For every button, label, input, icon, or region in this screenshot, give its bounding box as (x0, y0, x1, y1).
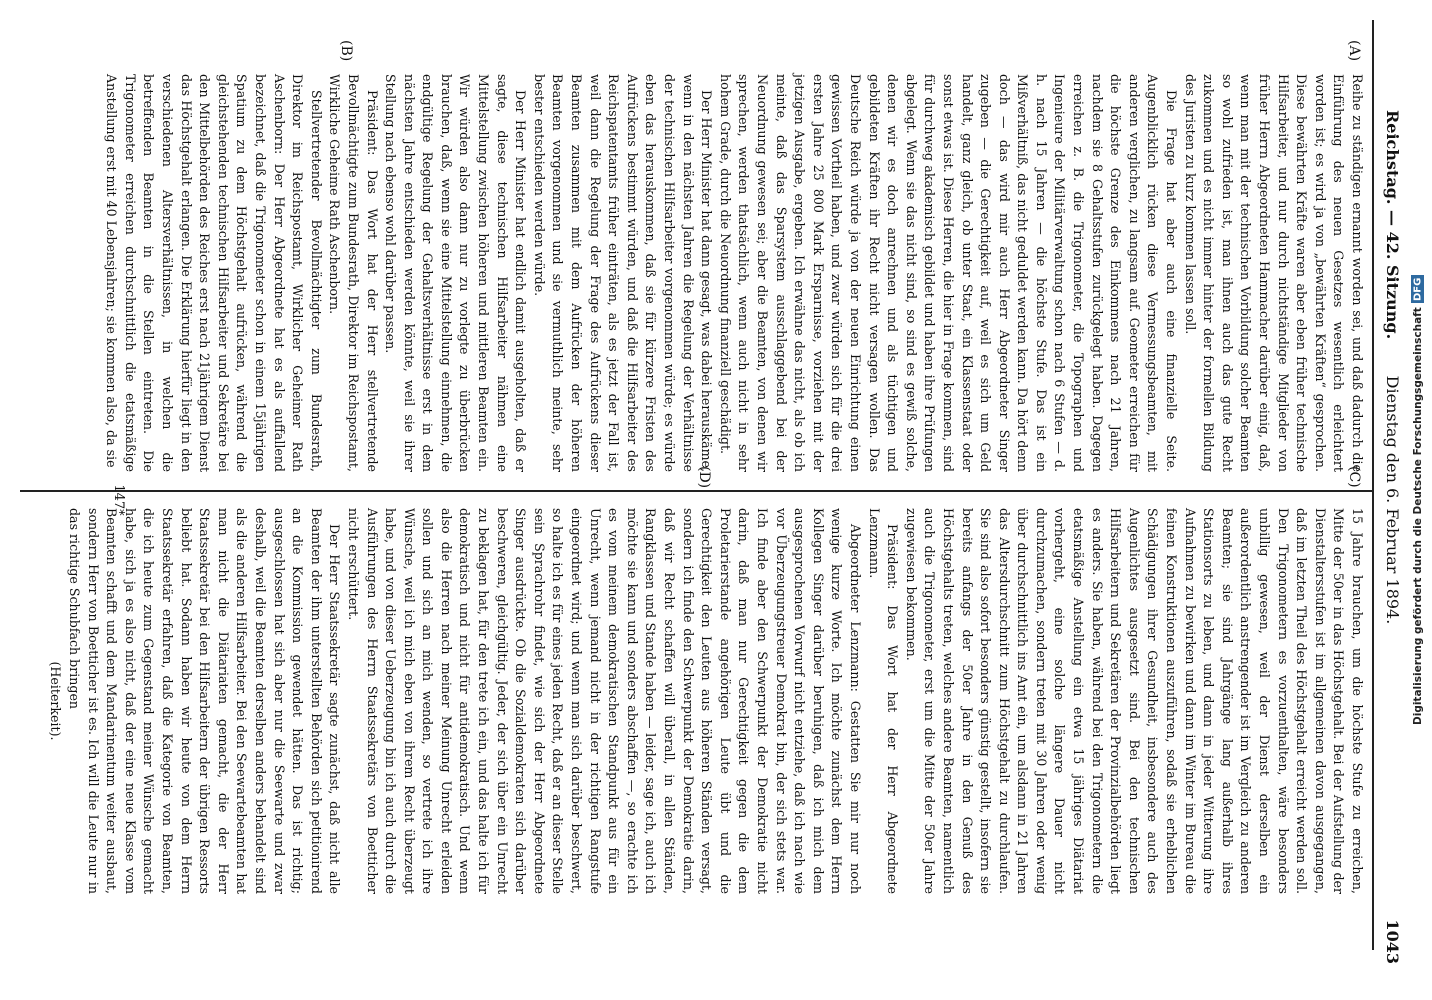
signature-mark: 147* (111, 484, 126, 516)
column-separator (20, 490, 1372, 492)
margin-mark-d: (D) (696, 466, 712, 489)
dfg-logo: DFG (1412, 277, 1424, 301)
speaker-paragraph: Stellvertretender Bevollmächtigter zum Bundesrath, Direktor im Reichspostamt, Wirklicher Geheimer Rath Aschenborn: Der Herr Abgeordnete hat es als auffallend bezeichnet, daß die Trigonometer schon in einem 15jährigen Spatium zu dem Höchstgehalt aufrücken, während die gleichstehenden technischen Hilfsarbeiter und Sekretäre bei den Mittelbehörden des Reiches erst nach 21jährigem Dienst das Höchstgehalt erlangen. Die Erklärung hierfür liegt in den verschiedenen Altersverhältnissen, in welchen die betreffenden Beamten in die Stellen eintreten. Die Trigonometer erreichen durchschnittlich die etatsmäßige Anstellung erst mit 40 Lebensjahren; sie kommen also, da sie (104, 74, 324, 472)
digitization-credit (1404, 0, 1432, 1000)
page-number: 1043 (1383, 919, 1402, 964)
running-header-date: Dienstag den 6. Februar 1894. (1383, 375, 1402, 625)
margin-mark-b: (B) (338, 40, 354, 62)
paragraph: Die Frage hat aber auch eine finanzielle Seite. Augenblicklich rücken diese Vermessungsbeamten, mit anderen verglichen, zu langsam auf. Geometer erreichen für die höchste Grenze des Einkommens nach 21 Jahren, nachdem sie 8 Gehaltsstufen zurückgelegt haben. Dagegen erreichen z. B. die Trigonometer, die Topographen und Ingenieure der Militärverwaltung schon nach 6 Stufen — d. h. nach 15 Jahren — die höchste Stufe. Das ist ein Mißverhältniß, das nicht geduldet werden kann. Da hört denn doch — das wird mir auch Herr Abgeordneter Singer zugeben — die Gerechtigkeit auf, weil es sich um Geld handelt, ganz gleich, ob unter Staat, ein Klassenstaat oder sonst etwas ist. Diese Herren, die hier in Frage kommen, sind für durchweg akademisch gebildet und haben ihre Prüfungen abgelegt. Wenn sie das nicht sind, so sind es gewiß solche, denen wir es doch anrechnen und als tüchtigen und gebildeten Kräften ihr Recht nicht versagen wollen. Das Deutsche Reich würde ja von der neuen Einrichtung einen gewissen Vortheil haben, und zwar würden sich für die drei ersten Jahre 25 800 Mark Ersparnisse, vorziehen mit der jetzigen Ausgabe, ergeben. Ich erwähne das nicht, als ob ich meinte, daß das Sparsystem ausschlaggebend bei der Neuordnung gewesen sei; aber die Beamten, von denen wir sprechen, werden thatsächlich, wenn auch nicht in sehr hohem Grade, durch die Neuordnung finanziell geschädigt. (717, 74, 1180, 472)
paragraph: Reihe zu ständigen ernannt worden sei, und daß dadurch die Einführung des neuen Gesetzes wesentlich erleichtert worden ist; es wird ja von „bewährten Kräften“ gesprochen. Diese bewährten Kräfte waren aber eben früher technische Hilfsarbeiter, und nur durch nichtständige Mitglieder von früher Herrn Abgeordneten Hammacher darüber einig, daß, wenn man mit der technischen Vorbildung solcher Beamten so wohl zufrieden ist, man ihnen auch das gute Recht zukommen und es nicht immer hinter der formellen Bildung des Juristen zu kurz kommen lassen soll. (1182, 74, 1365, 472)
left-text-column (104, 74, 1366, 472)
margin-mark-c: (C) (1346, 466, 1362, 488)
paragraph: 15 Jahre brauchen, um die höchste Stufe zu erreichen, Mitte der 50er in das Höchstgehalt. Bei der Aufstellung der Dienstaltersstufen ist im allgemeinen davon ausgegangen, daß im letzten Theil des Höchstgehalt erreicht werden soll. Den Trigonometern es vorzuenthalten, wäre besonders unbillig gewesen, weil der Dienst derselben ein außerordentlich anstrengender ist im Vergleich zu anderen Beamten; sie sind Jahrgänge lang außerhalb ihres Stationsorts zu leben, und dann in jeder Witterung ihre Aufnahmen zu bewirken und dann im Winter im Bureau die feinen Konstruktionen auszuführen, sodaß sie erheblichen Schädigungen ihrer Gesundheit, insbesondere auch des Augenlichtes ausgesetzt sind. Bei den technischen Hilfsarbeitern und Sekretären der Provinzialbehörden liegt es anders. Sie haben, während bei den Trigonometern die etatsmäßige Anstellung ein etwa 15 jähriges Diätariat vorhergeht, eine solche längere Dauer nicht durchzumachen, sondern treten mit 30 Jahren oder wenig über durchschnittlich ins Amt ein, um alsdann in 21 Jahren das Altersdurchschnitt zum Höchstgehalt zu durchlaufen. Sie sind also sofort besonders günstig gestellt, insofern sie bereits anfangs der 50er Jahre in den Genuß des Höchstgehalts treten, welches andere Beamten, namentlich auch die Trigonometer, erst um die Mitte der 50er Jahre zugewiesen bekommen. (903, 508, 1365, 894)
running-header-session: Reichstag. — 42. Sitzung. (1383, 110, 1402, 340)
speaker-paragraph: Präsident: Das Wort hat der Herr stellvertretende Bevollmächtigte zum Bundesrath, Direktor im Reichspostamt, Wirkliche Geheime Rath Aschenborn. (327, 74, 380, 472)
paragraph: Der Herr Minister hat endlich damit ausgeholten, daß er sagte, diese technischen Hilfsarbeiter nähmen eine Mittelstellung zwischen höheren und mittleren Beamten ein. Wir würden also dann nur zu vorlegte zu überbrücken brauchen, daß, wenn sie eine Mittelstellung einnehmen, die endgültige Regelung der Gehaltsverhältnisse erst in dem nächsten Jahre entschieden werden könnte, weil sie ihrer Stellung nach ebenso wohl darüber passen. (383, 74, 529, 472)
speaker-paragraph: Abgeordneter Lenzmann: Gestatten Sie mir nur noch wenige kurze Worte. Ich möchte zunächst dem Herrn Kollegen Singer darüber beruhigen, daß ich mich dem ausgesprochenen Vorwurf nicht entziehe, daß ich nach wie vor Überzeugungstreuer Demokrat bin, der sich stets war. Ich finde aber den Schwerpunkt der Demokratie nicht darin, daß man nur Gerechtigkeit gegen die dem Proletarierstande angehörigen Leute übt und die Gerechtigkeit den Leuten aus höheren Ständen versagt, sondern ich finde den Schwerpunkt der Demokratie darin, daß wir Recht schaffen will überall, in allen Ständen, Rangklassen und Stande haben — leider, sage ich, auch ich möchte sie kann und sonders abschaffen —, so erachte ich es vom meinem demokratischen Standpunkt aus für ein Unrecht, wenn jemand nicht in der richtigen Rangstufe eingeordnet wird; und wenn man sich darüber beschwert, so halte ich es für eines jeden Recht, daß er an dieser Stelle sein Sprachrohr findet, wie sich der Herr Abgeordnete Singer ausdrückte. Ob die Sozialdemokraten sich darüber beschweren, gleichgültig. Jeder, der sich über ein Unrecht zu beklagen hat, für den trete ich ein, und das halte ich für demokratisch und nicht für antidemokratisch. Und wenn also die Herren nach meiner Meinung Unrecht erleiden sollen und sich an mich wenden, so vertrete ich ihre Wünsche, weil ich mich eben von ihrem Recht überzeugt habe, und von dieser Ueberzeugung bin ich auch durch die Ausführungen des Herrn Staatssekretärs von Boetticher nicht erschüttert. (345, 508, 863, 894)
speaker-paragraph: Präsident: Das Wort hat der Herr Abgeordnete Lenzmann. (866, 508, 901, 894)
interjection: (Heiterkeit). (48, 661, 64, 741)
paragraph: Der Herr Minister hat dann gesagt, was dabei herauskäme, wenn in den nächsten Jahren die Regelung der Verhältnisse der technischen Hilfsarbeiter vorgenommen würde; es würde eben das herauskommen, daß sie für kürzere Fristen des Aufrückens bestimmt würden, und daß die Hilfsarbeiter des Reichspatentamts früher einträten, als es jetzt der Fall ist, weil dann die Regelung der Frage des Aufrückens dieser Beamten zusammen mit dem Aufrücken der höheren Beamten vorgenommen und sie vermuthlich meinte, sehr bester entschieden werden würde. (531, 74, 715, 472)
header-rule (1372, 20, 1374, 950)
right-text-column (48, 508, 1366, 894)
digitization-credit-text: Digitalisierung gefördert durch die Deutsche Forschungsgemeinschaft (1412, 306, 1424, 725)
paragraph: Der Herr Staatssekretär sagte zunächst, daß nicht alle Beamten der ihm unterstellten Behörden sich petitionirend an die Kommission gewendet hätten. Das ist richtig; ausgeschlossen hat sich aber nur die Seewarte und zwar deshalb, weil die Beamten derselben anders behandelt sind als die anderen Hilfsarbeiter. Bei den Seewartebeamten hat man nicht die Diätariaten gemacht, die der Herr Staatssekretär bei den Hilfsarbeitern der übrigen Ressorts beliebt hat. Sodann haben wir heute von dem Herrn Staatssekretär erfahren, daß die Kategorie von Beamten, die ich heute zum Gegenstand meiner Wünsche gemacht habe, sich ja es also nicht, daß der eine neue Klasse vom Beamten schafft und dem Mandarinentum weiter ausbaut, sondern Herr von Boetticher ist es. Ich will die Leute nur in das richtige Schubfach bringen (67, 508, 343, 894)
margin-mark-a: (A) (1346, 40, 1362, 62)
